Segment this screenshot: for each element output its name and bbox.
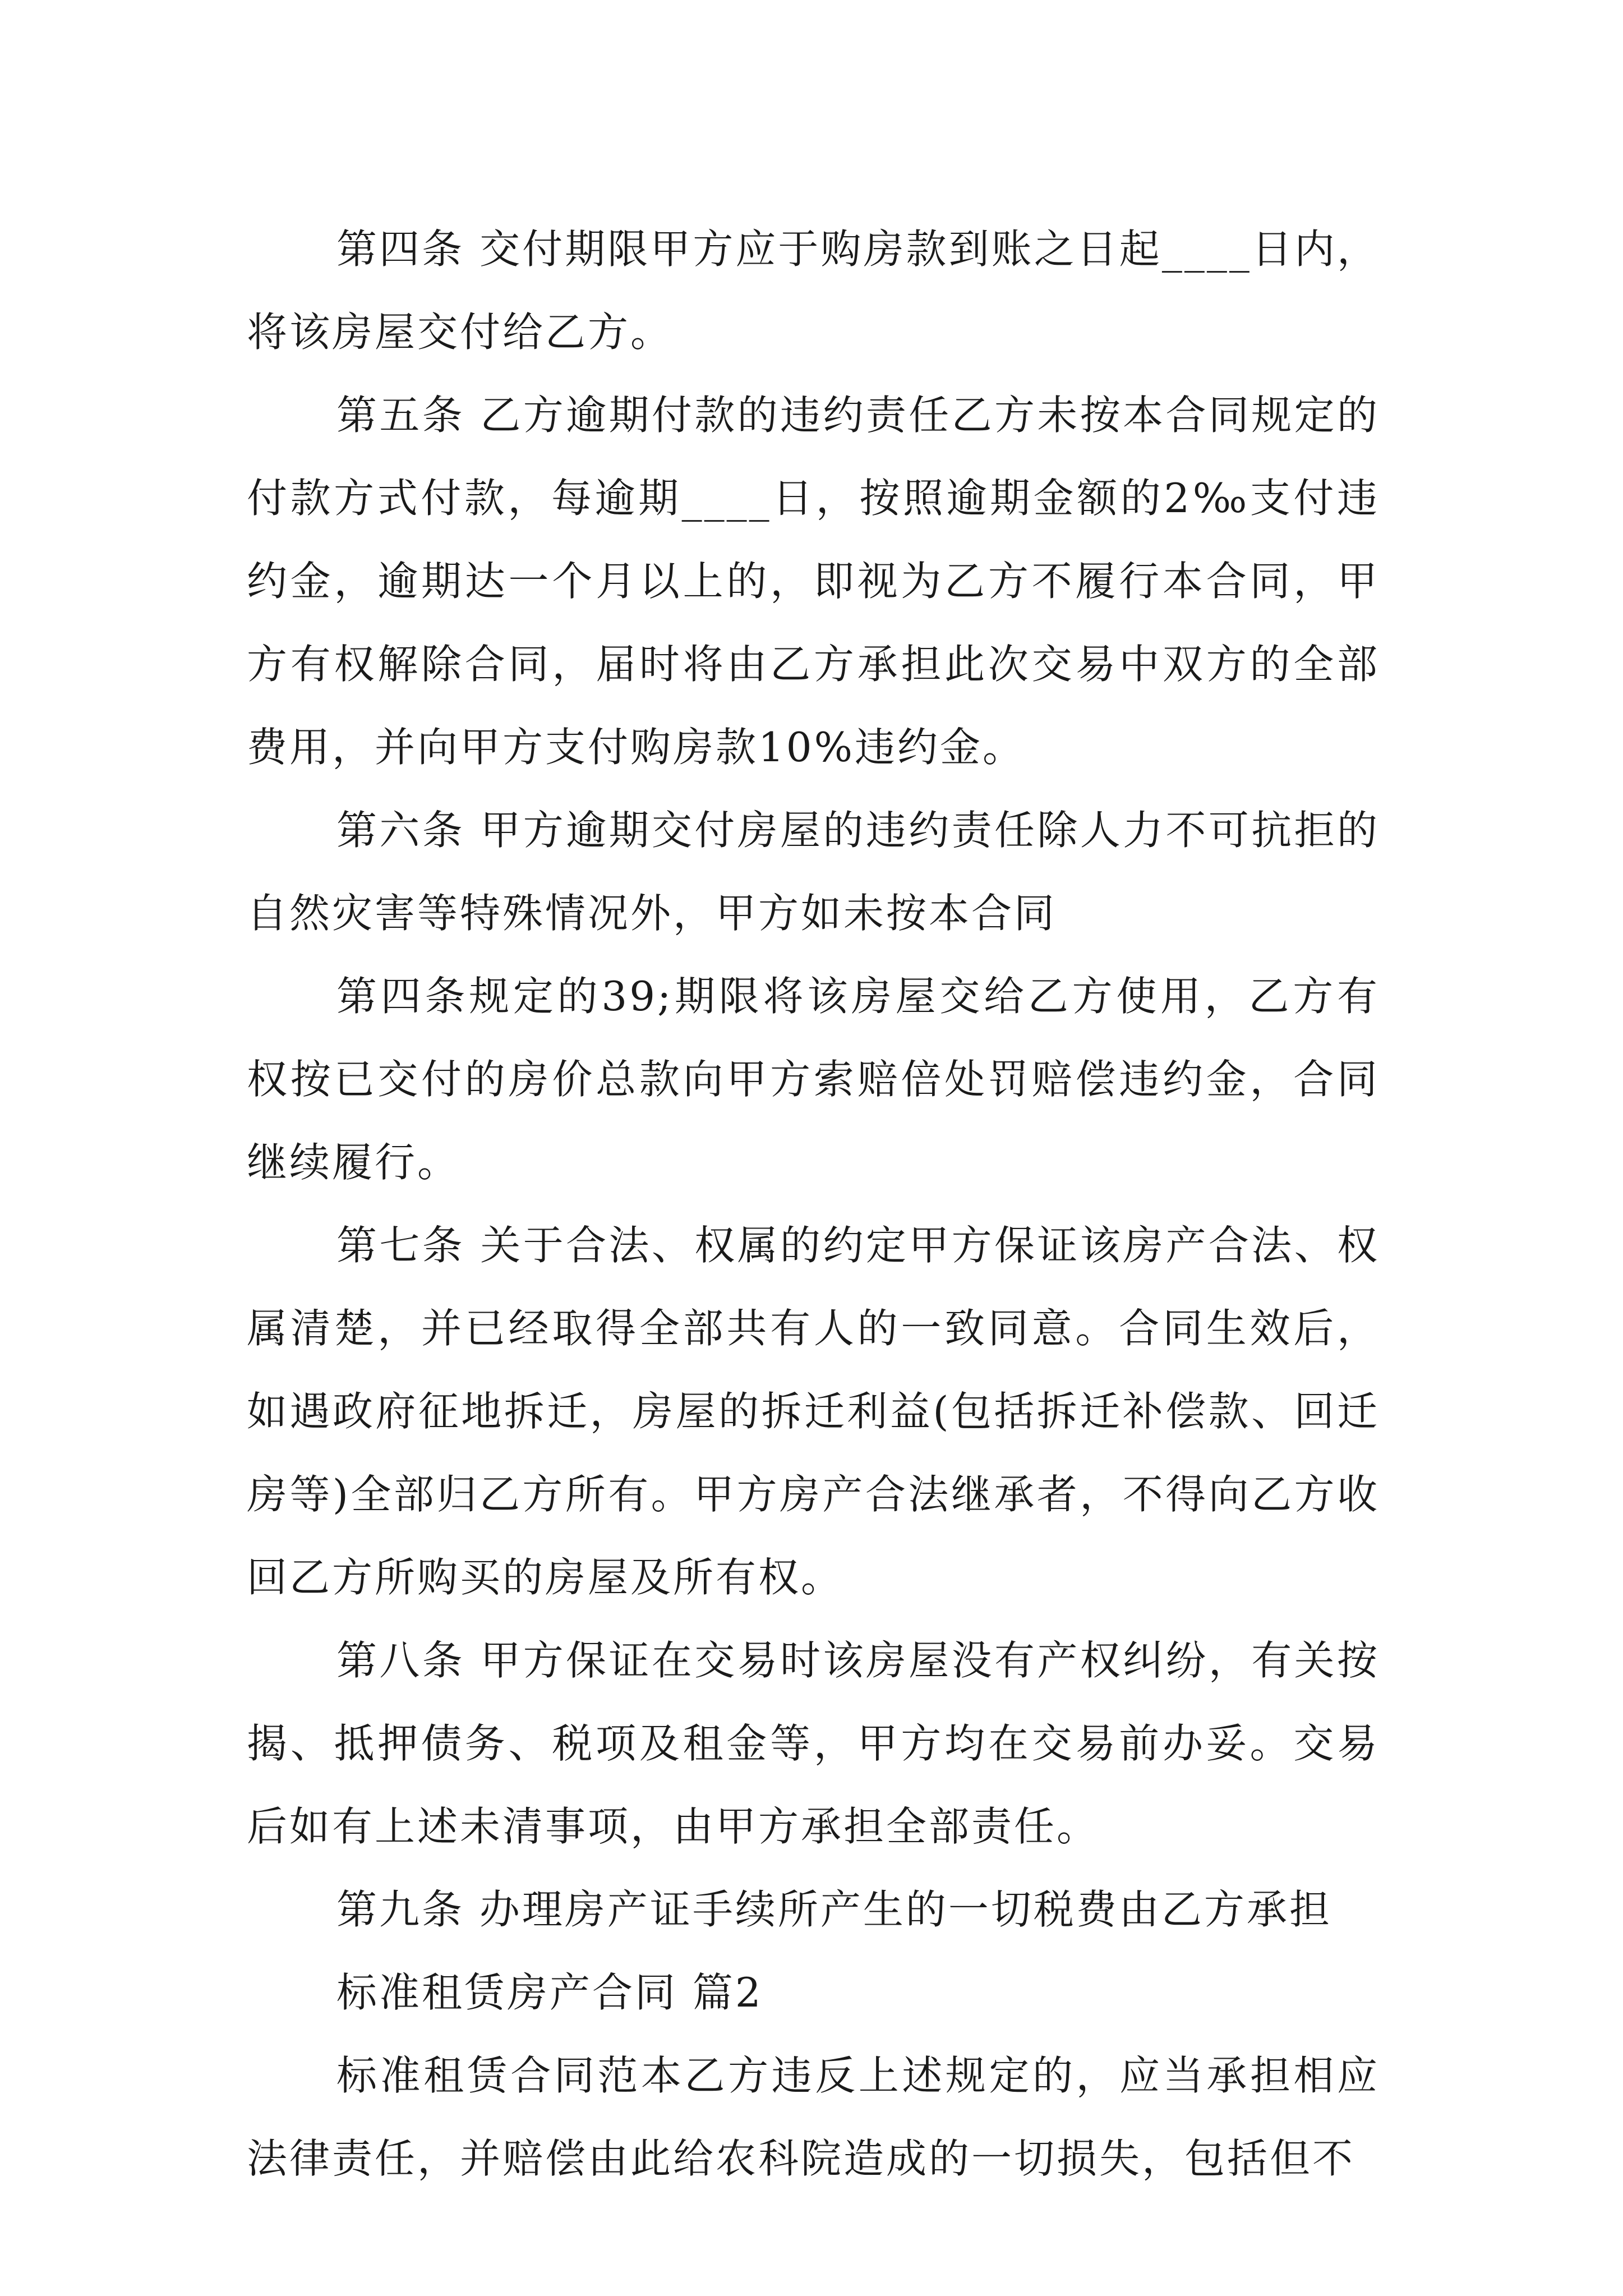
paragraph-article-9: 第九条 办理房产证手续所产生的一切税费由乙方承担 xyxy=(336,1886,1332,1933)
paragraph-article-8: 第八条 甲方保证在交易时该房屋没有产权纠纷，有关按揭、抵押债务、税项及租金等，甲方均在交易前办妥。交易后如有上述未清事项，由甲方承担全部责任。 xyxy=(247,1637,1380,1850)
paragraph-article-5: 第五条 乙方逾期付款的违约责任乙方未按本合同规定的付款方式付款，每逾期____日，按照逾期金额的2‰支付违约金，逾期达一个月以上的，即视为乙方不履行本合同，甲方有权解除合同，届时将由乙方承担此次交易中双方的全部费用，并向甲方支付购房款10%违约金。 xyxy=(247,392,1380,771)
paragraph-article-4: 第四条 交付期限甲方应于购房款到账之日起____日内，将该房屋交付给乙方。 xyxy=(247,226,1380,356)
section-heading: 标准租赁房产合同 篇2 xyxy=(336,1969,763,2016)
paragraph-article-4-continued: 第四条规定的39;期限将该房屋交给乙方使用，乙方有权按已交付的房价总款向甲方索赔倍处罚赔偿违约金，合同继续履行。 xyxy=(247,973,1380,1186)
paragraph-article-7: 第七条 关于合法、权属的约定甲方保证该房产合法、权属清楚，并已经取得全部共有人的一致同意。合同生效后，如遇政府征地拆迁，房屋的拆迁利益(包括拆迁补偿款、回迁房等)全部归乙方所有。甲方房产合法继承者，不得向乙方收回乙方所购买的房屋及所有权。 xyxy=(247,1222,1380,1601)
document-body xyxy=(247,208,1380,2200)
paragraph-lease-intro: 标准租赁合同范本乙方违反上述规定的，应当承担相应法律责任，并赔偿由此给农科院造成的一切损失，包括但不 xyxy=(247,2052,1380,2182)
paragraph-article-6: 第六条 甲方逾期交付房屋的违约责任除人力不可抗拒的自然灾害等特殊情况外，甲方如未按本合同 xyxy=(247,807,1380,937)
